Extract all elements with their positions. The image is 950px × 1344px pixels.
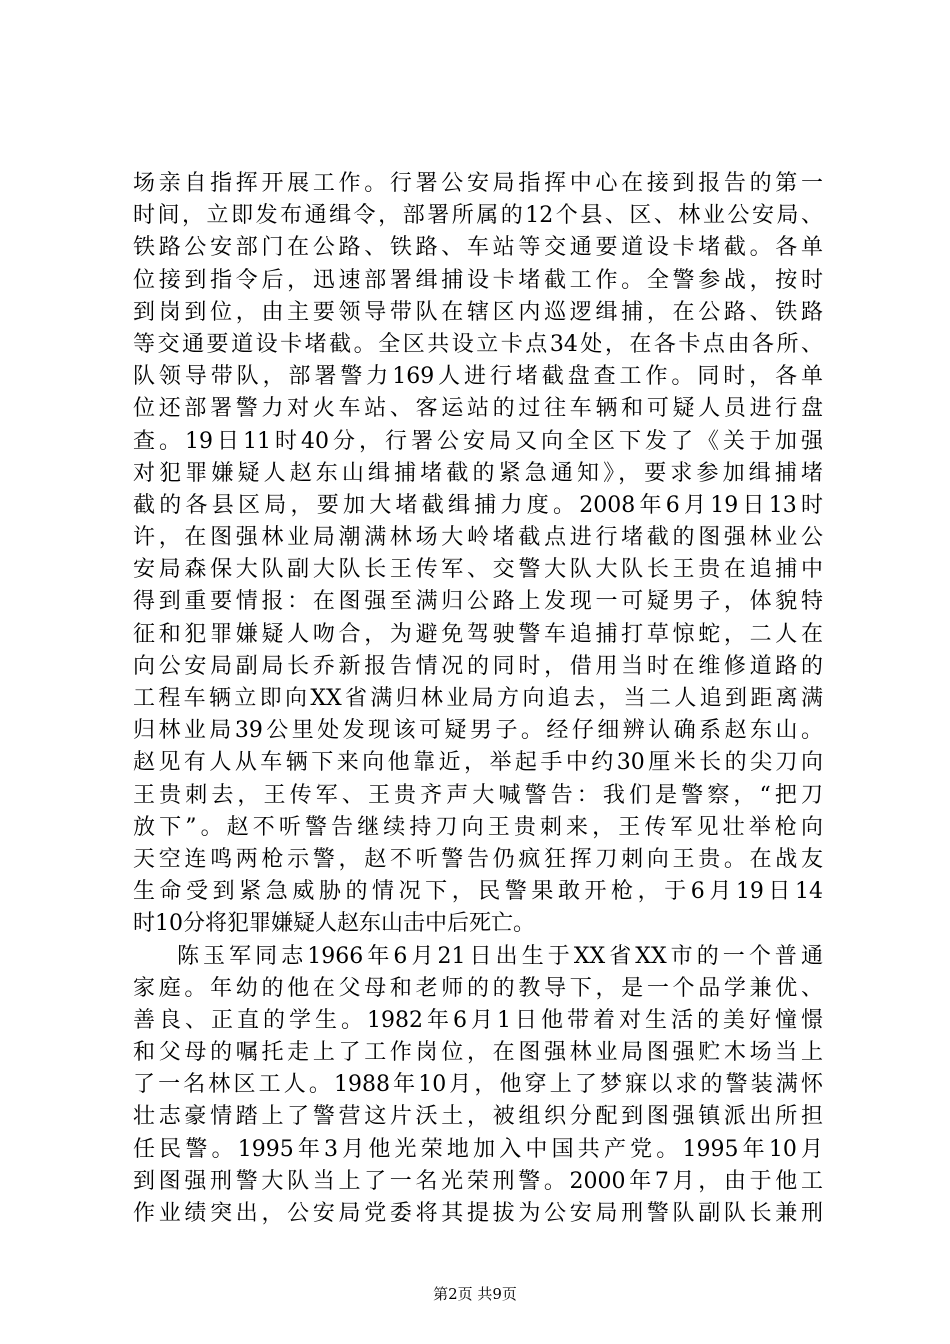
text-line: 天空连鸣两枪示警，赵不听警告仍疯狂挥刀刺向王贵。在战友 <box>133 846 823 872</box>
text-line: 任民警。1995年3月他光荣地加入中国共产党。1995年10月 <box>133 1136 823 1162</box>
text-line: 王贵刺去，王传军、王贵齐声大喊警告：我们是警察，“把刀 <box>133 782 823 808</box>
text-line: 得到重要情报：在图强至满归公路上发现一可疑男子，体貌特 <box>133 589 823 615</box>
paragraph-end-line: 时10分将犯罪嫌疑人赵东山击中后死亡。 <box>133 911 535 937</box>
text-line: 善良、正直的学生。1982年6月1日他带着对生活的美好憧憬 <box>133 1007 823 1033</box>
body-text <box>133 168 823 1230</box>
text-line: 家庭。年幼的他在父母和老师的的教导下，是一个品学兼优、 <box>133 975 823 1001</box>
text-line: 征和犯罪嫌疑人吻合，为避免驾驶警车追捕打草惊蛇，二人在 <box>133 621 823 647</box>
text-line: 到岗到位，由主要领导带队在辖区内巡逻缉捕，在公路、铁路 <box>133 299 823 325</box>
text-line: 等交通要道设卡堵截。全区共设立卡点34处，在各卡点由各所、 <box>133 331 823 357</box>
text-line: 截的各县区局，要加大堵截缉捕力度。2008年6月19日13时 <box>133 492 823 518</box>
text-line: 赵见有人从车辆下来向他靠近，举起手中约30厘米长的尖刀向 <box>133 750 823 776</box>
text-line: 归林业局39公里处发现该可疑男子。经仔细辨认确系赵东山。 <box>133 718 823 744</box>
text-line: 放下”。赵不听警告继续持刀向王贵刺来，王传军见壮举枪向 <box>133 814 823 840</box>
text-line: 查。19日11时40分，行署公安局又向全区下发了《关于加强 <box>133 428 823 454</box>
text-line: 安局森保大队副大队长王传军、交警大队大队长王贵在追捕中 <box>133 557 823 583</box>
text-line: 向公安局副局长乔新报告情况的同时，借用当时在维修道路的 <box>133 653 823 679</box>
text-line: 队领导带队，部署警力169人进行堵截盘查工作。同时，各单 <box>133 364 823 390</box>
text-line: 到图强刑警大队当上了一名光荣刑警。2000年7月，由于他工 <box>133 1168 823 1194</box>
text-line: 和父母的嘱托走上了工作岗位，在图强林业局图强贮木场当上 <box>133 1040 823 1066</box>
text-line: 壮志豪情踏上了警营这片沃土，被组织分配到图强镇派出所担 <box>133 1104 823 1130</box>
text-line: 了一名林区工人。1988年10月，他穿上了梦寐以求的警装满怀 <box>133 1072 823 1098</box>
text-line: 许，在图强林业局潮满林场大岭堵截点进行堵截的图强林业公 <box>133 525 823 551</box>
page-footer <box>0 1284 950 1304</box>
paragraph-start-line: 陈玉军同志1966年6月21日出生于XX省XX市的一个普通 <box>177 943 823 969</box>
text-line: 工程车辆立即向XX省满归林业局方向追去，当二人追到距离满 <box>133 686 823 711</box>
page-number: 第2页 共9页 <box>433 1285 517 1303</box>
text-line: 时间，立即发布通缉令，部署所属的12个县、区、林业公安局、 <box>133 203 823 229</box>
text-line: 生命受到紧急威胁的情况下，民警果敢开枪，于6月19日14 <box>133 879 823 905</box>
text-line: 对犯罪嫌疑人赵东山缉捕堵截的紧急通知》，要求参加缉捕堵 <box>133 460 823 486</box>
text-line: 位接到指令后，迅速部署缉捕设卡堵截工作。全警参战，按时 <box>133 267 823 293</box>
text-line: 场亲自指挥开展工作。行署公安局指挥中心在接到报告的第一 <box>133 171 823 196</box>
text-line: 位还部署警力对火车站、客运站的过往车辆和可疑人员进行盘 <box>133 396 823 422</box>
text-line: 铁路公安部门在公路、铁路、车站等交通要道设卡堵截。各单 <box>133 235 823 261</box>
text-line: 作业绩突出，公安局党委将其提拔为公安局刑警队副队长兼刑 <box>133 1201 823 1226</box>
